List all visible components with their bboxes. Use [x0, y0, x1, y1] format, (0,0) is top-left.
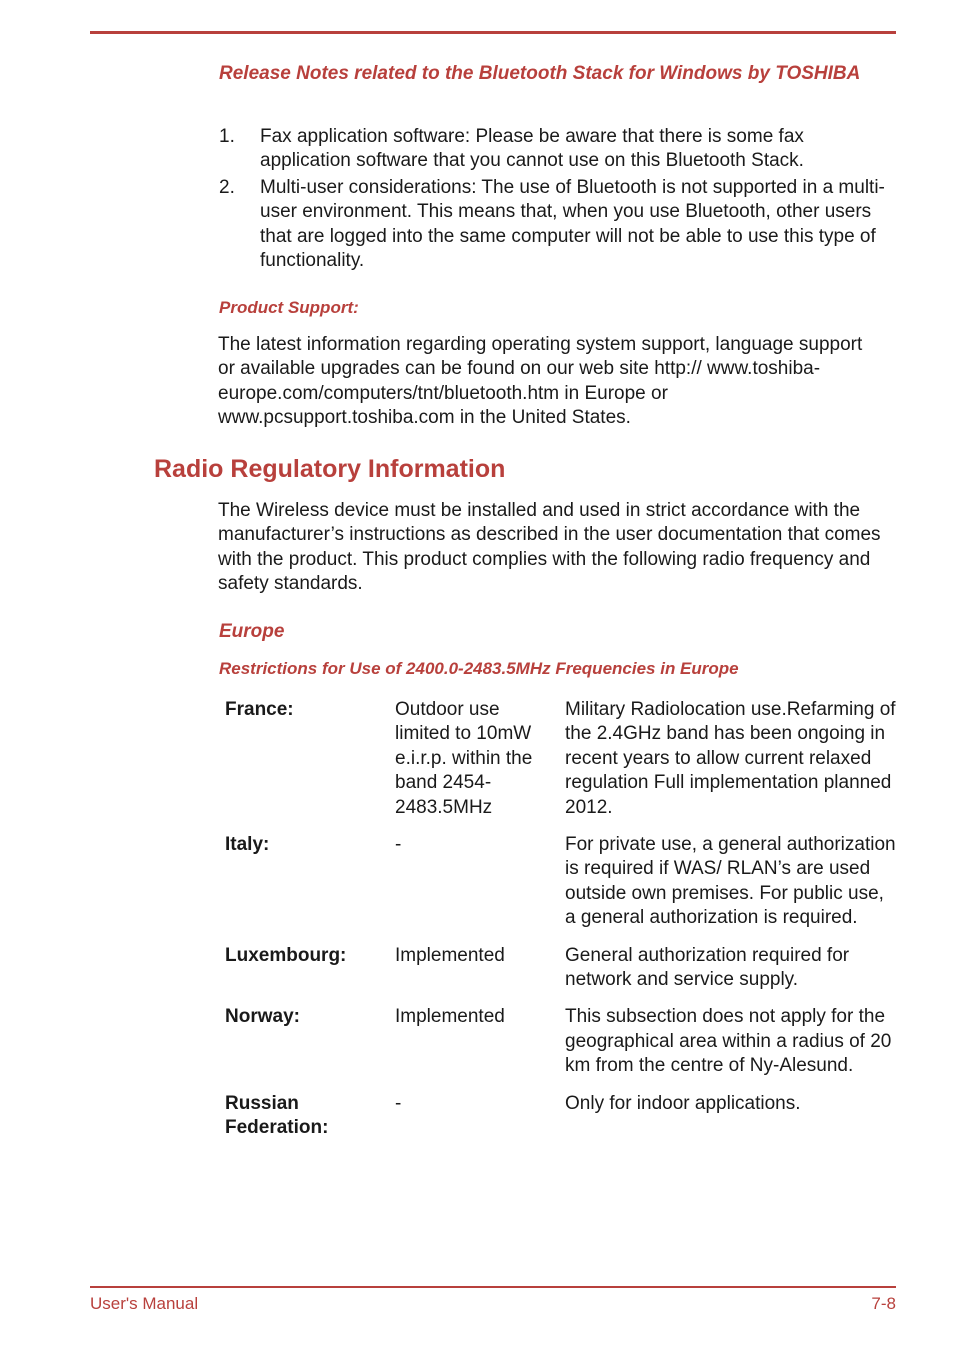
europe-heading: Europe [219, 621, 285, 642]
product-support-heading: Product Support: [219, 298, 359, 317]
note-cell: Only for indoor applications. [565, 1092, 801, 1114]
status-cell [395, 1092, 565, 1154]
status-text: Implemented [395, 944, 505, 966]
table-row [218, 1092, 898, 1154]
footer-page-number: 7-8 [871, 1294, 896, 1313]
note-cell: General authorization required for network and service supply. [565, 944, 850, 991]
frequency-restrictions-table [218, 698, 898, 1154]
footer-rule [90, 1286, 896, 1288]
note-cell: For private use, a general authorization is required if WAS/ RLAN’s are used outside own premises. For public use, a general authorization is required. [565, 834, 896, 929]
status-cell [395, 833, 565, 944]
status-text: Outdoor use limited to 10mW e.i.r.p. within the band 2454-2483.5MHz [395, 699, 533, 818]
list-item-text: Fax application software: Please be aware that there is some fax application software that you cannot use on this Bluetooth Stack. [260, 126, 804, 172]
list-item-text: Multi-user considerations: The use of Bluetooth is not supported in a multi-user environment. This means that, when you use Bluetooth, other users that are logged into the same computer will not be able to use this type of functionality. [260, 176, 885, 272]
radio-regulatory-paragraph: The Wireless device must be installed and used in strict accordance with the manufacturer’s instructions as described in the user documentation that comes with the product. This product complies with the following radio frequency and safety standards. [218, 500, 881, 595]
status-text: Implemented [395, 1006, 505, 1028]
table-row [218, 698, 898, 833]
table-row [218, 833, 898, 944]
note-cell: This subsection does not apply for the geographical area within a radius of 20 km from the centre of Ny-Alesund. [565, 1006, 892, 1077]
list-item-number: 2. [219, 176, 235, 198]
country-cell: Italy: [225, 834, 270, 856]
country-cell: Russian Federation: [225, 1092, 329, 1139]
release-notes-list [219, 125, 889, 275]
country-cell: Norway: [225, 1006, 300, 1028]
list-item-number: 1. [219, 126, 235, 147]
release-notes-heading: Release Notes related to the Bluetooth Stack for Windows by TOSHIBA [219, 63, 861, 84]
status-cell [395, 1005, 565, 1091]
country-cell: France: [225, 699, 294, 720]
status-text: - [395, 1092, 402, 1114]
list-item [219, 125, 889, 174]
table-row [218, 944, 898, 1006]
list-item [219, 176, 889, 274]
status-cell [395, 944, 565, 1006]
footer-manual-title: User's Manual [90, 1294, 199, 1313]
header-rule [90, 31, 896, 34]
product-support-paragraph: The latest information regarding operating system support, language support or available upgrades can be found on our web site http:// www.toshiba-europe.com/computers/tnt/bluetooth.htm in Europe or www.pcsupport.toshiba.com in the United States. [218, 334, 863, 429]
note-cell: Military Radiolocation use.Refarming of the 2.4GHz band has been ongoing in recent years to allow current relaxed regulation Full implementation planned 2012. [565, 699, 896, 818]
country-cell: Luxembourg: [225, 944, 347, 966]
radio-regulatory-heading: Radio Regulatory Information [154, 455, 506, 483]
status-text: - [395, 834, 402, 856]
table-row [218, 1005, 898, 1091]
restrictions-heading: Restrictions for Use of 2400.0-2483.5MHz Frequencies in Europe [219, 659, 739, 678]
status-cell [395, 698, 565, 833]
